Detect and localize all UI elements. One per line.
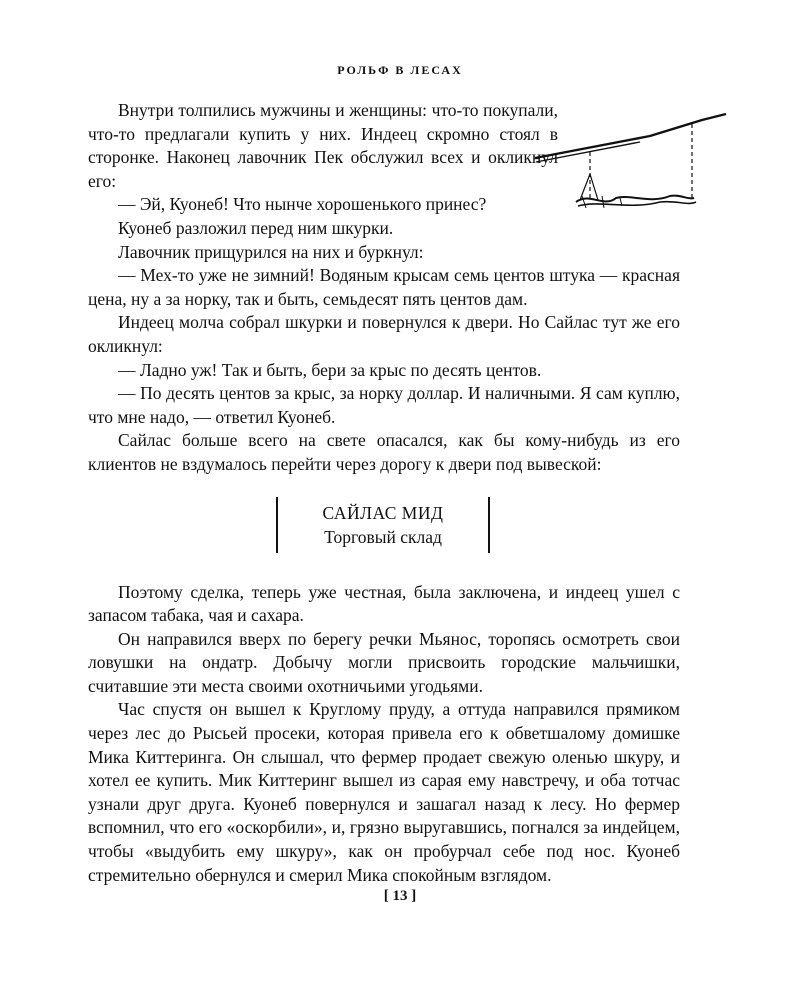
paragraph: Внутри толпились мужчины и женщины: что-то покупали, что-то предлагали купить у них. Индеец скромно стоял в сторонке. Наконец лавочник Пек обслужил всех и окликнул его: — [88, 100, 558, 191]
paragraph: — Мех-то уже не зимний! Водяным крысам семь центов штука — красная цена, ну а за норку, так и быть, семьдесят пять центов дам. — [88, 265, 680, 309]
sign-subtitle: Торговый склад — [324, 526, 442, 547]
store-sign — [276, 497, 490, 553]
sign-title: САЙЛАС МИД — [322, 502, 444, 523]
running-title: РОЛЬФ В ЛЕСАХ — [337, 63, 463, 77]
text-column — [88, 99, 680, 887]
paragraph: Час спустя он вышел к Круглому пруду, а оттуда направился прямиком через лес до Рысьей просеки, которая привела его к обветшалому домишке Мика Киттеринга. Он слышал, что фермер продает свежую оленью шкуру, и хотел ее купить. Мик Киттеринг вышел из сарая ему навстречу, и оба тотчас узнали друг друга. Куонеб повернулся и зашагал назад к лесу. Но фермер вспомнил, что его «оскорбили», и, грязно выругавшись, погнался за индейцем, чтобы «выдубить ему шкуру», как он пробурчал себе под нос. Куонеб стремительно обернулся и смерил Мика спокойным взглядом. — [88, 699, 680, 885]
paragraph: Лавочник прищурился на них и буркнул: — [118, 241, 424, 262]
paragraph: Индеец молча собрал шкурки и повернулся к двери. Но Сайлас тут же его окликнул: — [88, 312, 680, 356]
paragraph: Поэтому сделка, теперь уже честная, была заключена, и индеец ушел с запасом табака, чая и сахара. — [88, 581, 680, 626]
paragraph: — Эй, Куонеб! Что нынче хорошенького принес? — [118, 194, 487, 215]
paragraph: Он направился вверх по берегу речки Мьянос, торопясь осмотреть свои ловушки на ондатр. Добычу могли присвоить городские мальчишки, считавшие эти места своими охотничьими угодьями. — [88, 628, 680, 696]
paragraph: — По десять центов за крыс, за норку доллар. И наличными. Я сам куплю, что мне надо, — ответил Куонеб. — [88, 383, 680, 427]
paragraph: Сайлас больше всего на свете опасался, как бы кому-нибудь из его клиентов не вздумалось перейти через дорогу к двери под вывеской: — [88, 430, 680, 474]
paragraph: — Ладно уж! Так и быть, бери за крыс по десять центов. — [118, 359, 542, 380]
paragraph: Куонеб разложил перед ним шкурки. — [118, 217, 394, 238]
page-number: [ 13 ] — [383, 888, 417, 904]
